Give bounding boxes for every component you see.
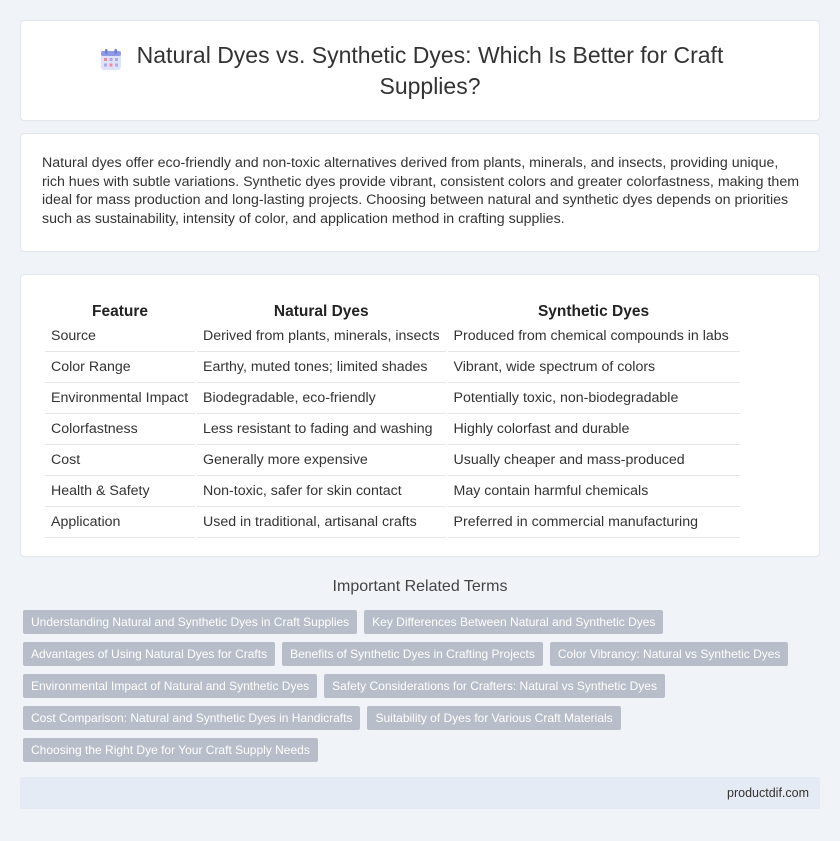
synthetic-cell: Preferred in commercial manufacturing bbox=[448, 507, 740, 538]
natural-cell: Non-toxic, safer for skin contact bbox=[197, 476, 446, 507]
header-natural-dyes: Natural Dyes bbox=[273, 303, 369, 320]
related-term-link[interactable]: Understanding Natural and Synthetic Dyes in Craft Supplies bbox=[23, 610, 357, 634]
feature-cell: Environmental Impact bbox=[45, 383, 195, 414]
feature-cell: Color Range bbox=[45, 352, 195, 383]
natural-cell: Biodegradable, eco-friendly bbox=[197, 383, 446, 414]
related-term-link[interactable]: Choosing the Right Dye for Your Craft Supply Needs bbox=[23, 738, 318, 762]
related-term-link[interactable]: Advantages of Using Natural Dyes for Crafts bbox=[23, 642, 275, 666]
table-row bbox=[45, 352, 740, 383]
related-term-link[interactable]: Color Vibrancy: Natural vs Synthetic Dyes bbox=[550, 642, 789, 666]
intro-paragraph: Natural dyes offer eco-friendly and non-toxic alternatives derived from plants, minerals, and insects, providing unique, rich hues with subtle variations. Synthetic dyes provide vibrant, consistent colors and greater colorfastness, making them ideal for mass production and long-lasting projects. Choosing between natural and synthetic dyes depends on priorities such as sustainability, intensity of color, and application method in crafting supplies. bbox=[42, 155, 800, 227]
related-terms-heading: Important Related Terms bbox=[332, 578, 508, 595]
footer-bar bbox=[20, 777, 820, 809]
related-term-link[interactable]: Key Differences Between Natural and Synthetic Dyes bbox=[364, 610, 663, 634]
comparison-card bbox=[20, 274, 820, 557]
related-term-link[interactable]: Suitability of Dyes for Various Craft Materials bbox=[367, 706, 620, 730]
table-header-row bbox=[45, 295, 740, 321]
feature-cell: Colorfastness bbox=[45, 414, 195, 445]
related-terms-list bbox=[23, 610, 813, 762]
related-term-link[interactable]: Safety Considerations for Crafters: Natural vs Synthetic Dyes bbox=[324, 674, 665, 698]
synthetic-cell: Potentially toxic, non-biodegradable bbox=[448, 383, 740, 414]
table-row bbox=[45, 476, 740, 507]
related-term-link[interactable]: Benefits of Synthetic Dyes in Crafting Projects bbox=[282, 642, 543, 666]
table-row bbox=[45, 445, 740, 476]
feature-cell: Health & Safety bbox=[45, 476, 195, 507]
natural-cell: Derived from plants, minerals, insects bbox=[197, 321, 446, 352]
related-term-link[interactable]: Cost Comparison: Natural and Synthetic Dyes in Handicrafts bbox=[23, 706, 360, 730]
footer-site-name: productdif.com bbox=[727, 786, 809, 800]
natural-cell: Generally more expensive bbox=[197, 445, 446, 476]
feature-cell: Application bbox=[45, 507, 195, 538]
table-row bbox=[45, 414, 740, 445]
feature-cell: Source bbox=[45, 321, 195, 352]
synthetic-cell: Vibrant, wide spectrum of colors bbox=[448, 352, 740, 383]
table-row bbox=[45, 321, 740, 352]
related-term-link[interactable]: Environmental Impact of Natural and Synthetic Dyes bbox=[23, 674, 317, 698]
natural-cell: Earthy, muted tones; limited shades bbox=[197, 352, 446, 383]
header-feature: Feature bbox=[92, 303, 148, 320]
page-title: Natural Dyes vs. Synthetic Dyes: Which Is Better for Craft Supplies? bbox=[136, 41, 724, 99]
comparison-table bbox=[43, 295, 742, 538]
table-row bbox=[45, 383, 740, 414]
header-synthetic-dyes: Synthetic Dyes bbox=[537, 303, 650, 320]
natural-cell: Less resistant to fading and washing bbox=[197, 414, 446, 445]
synthetic-cell: Produced from chemical compounds in labs bbox=[448, 321, 740, 352]
synthetic-cell: May contain harmful chemicals bbox=[448, 476, 740, 507]
synthetic-cell: Usually cheaper and mass-produced bbox=[448, 445, 740, 476]
natural-cell: Used in traditional, artisanal crafts bbox=[197, 507, 446, 538]
title-card bbox=[20, 20, 820, 121]
intro-card bbox=[20, 133, 820, 252]
synthetic-cell: Highly colorfast and durable bbox=[448, 414, 740, 445]
table-row bbox=[45, 507, 740, 538]
feature-cell: Cost bbox=[45, 445, 195, 476]
